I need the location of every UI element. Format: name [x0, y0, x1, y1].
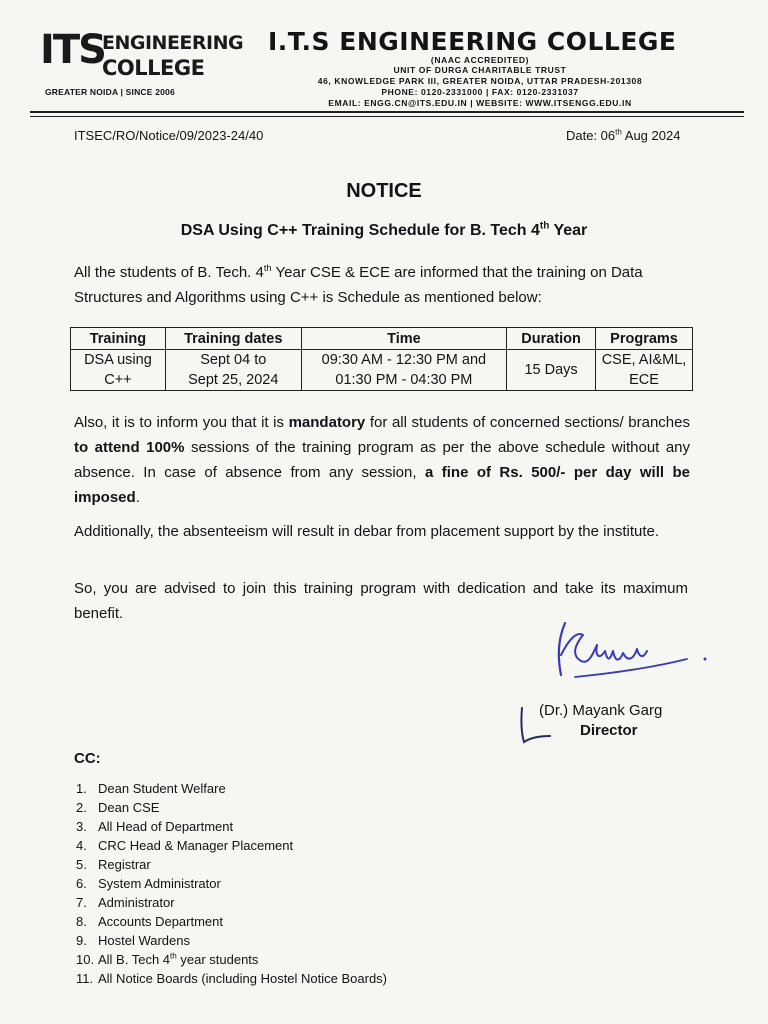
list-item: [76, 855, 387, 874]
schedule-table: [70, 327, 693, 391]
cc-item-text: Accounts Department: [98, 914, 224, 929]
notice-heading: NOTICE: [346, 180, 422, 202]
cc-item-text: Dean CSE: [98, 800, 160, 815]
intro-prefix: All the students of B. Tech. 4: [74, 264, 264, 281]
cc-item-text: Dean Student Welfare: [98, 781, 226, 796]
email-website-line: EMAIL: ENGG.CN@ITS.EDU.IN | WEBSITE: WWW.ITSENGG.EDU.IN: [328, 98, 632, 108]
cc-item-number: 5.: [76, 857, 87, 872]
p1-text-a: Also, it is to inform you that it is: [74, 414, 289, 431]
list-item: [76, 874, 387, 893]
reference-number: ITSEC/RO/Notice/09/2023-24/40: [74, 128, 264, 143]
cc-item-text: Hostel Wardens: [98, 933, 190, 948]
notice-date: [566, 128, 680, 143]
trust-line: UNIT OF DURGA CHARITABLE TRUST: [393, 65, 567, 75]
cc-item-number: 9.: [76, 933, 87, 948]
placement-debar-paragraph: Additionally, the absenteeism will result in debar from placement support by the institute.: [74, 523, 660, 540]
p1-attend-100: to attend 100%: [74, 439, 185, 456]
cc-item-number: 8.: [76, 914, 87, 929]
list-item: [76, 912, 387, 931]
programs-line2: ECE: [629, 372, 659, 388]
advice-paragraph: So, you are advised to join this training program with dedication and take its maximum benefit.: [74, 580, 688, 622]
list-item: [76, 836, 387, 855]
training-line2: C++: [104, 372, 132, 388]
training-line1: DSA using: [84, 352, 152, 368]
cc-item-text: Administrator: [98, 895, 175, 910]
p1-text-e: sessions of the training program as per the above schedule without any absence. In case of absence from any session,: [74, 439, 691, 481]
intro-paragraph: [74, 260, 696, 310]
accreditation-line: (NAAC ACCREDITED): [430, 55, 530, 65]
list-item: [76, 779, 387, 798]
header-divider-thin: [30, 116, 744, 117]
header-training: Training: [71, 328, 166, 350]
p1-text-c: for all students of concerned sections/ branches: [365, 414, 690, 431]
cc-item-number: 11.: [76, 971, 94, 986]
table-header-row: [71, 328, 693, 350]
p1-fine: a fine of Rs. 500/- per day will be imposed: [74, 464, 690, 506]
address-line: 46, KNOWLEDGE PARK III, GREATER NOIDA, UTTAR PRADESH-201308: [317, 76, 643, 86]
header-duration: Duration: [507, 328, 596, 350]
logo-its-mark: ITS: [40, 27, 105, 73]
header-programs: Programs: [596, 328, 693, 350]
cc-item-sup: th: [170, 951, 177, 961]
list-item: [76, 969, 387, 988]
list-item: [76, 931, 387, 950]
cc-item-text: System Administrator: [98, 876, 221, 891]
date-sup: th: [615, 127, 622, 137]
phone-fax-line: PHONE: 0120-2331000 | FAX: 0120-2331037: [381, 87, 579, 97]
cc-item-text: All Head of Department: [98, 819, 234, 834]
cc-item-number: 10.: [76, 952, 95, 967]
cc-item-text: All Notice Boards (including Hostel Notice Boards): [98, 971, 388, 986]
cell-programs: [596, 350, 693, 391]
cell-training-dates: [165, 350, 301, 391]
college-title: I.T.S ENGINEERING COLLEGE: [268, 27, 677, 56]
list-item: [76, 817, 387, 836]
cell-duration: 15 Days: [507, 350, 596, 391]
cc-item-number: 7.: [76, 895, 87, 910]
logo-engineering-text: ENGINEERING: [102, 32, 244, 54]
subtitle-suffix: Year: [549, 222, 588, 239]
p1-mandatory: mandatory: [288, 414, 366, 431]
date-suffix: Aug 2024: [621, 128, 681, 143]
cc-list: [76, 779, 387, 988]
table-row: [71, 350, 693, 391]
cc-item-number: 3.: [76, 819, 87, 834]
dates-line2: Sept 25, 2024: [188, 372, 279, 388]
cc-item-number: 4.: [76, 838, 87, 853]
header-training-dates: Training dates: [165, 328, 301, 350]
intro-suffix: Year CSE & ECE are informed that the training on Data Structures and Algorithms using C++ is Schedule as mentioned below:: [74, 264, 643, 306]
cell-time: [301, 350, 507, 391]
logo-college-text: COLLEGE: [102, 56, 205, 80]
list-item: [76, 893, 387, 912]
cc-item-text: All B. Tech 4: [98, 952, 171, 967]
date-prefix: Date: 06: [566, 128, 616, 143]
subtitle-prefix: DSA Using C++ Training Schedule for B. Tech 4: [180, 222, 540, 239]
cc-heading: CC:: [74, 750, 101, 767]
mandatory-attendance-paragraph: [74, 410, 690, 510]
cell-training: [71, 350, 166, 391]
cc-item-number: 1.: [76, 781, 87, 796]
time-line2: 01:30 PM - 04:30 PM: [335, 372, 473, 388]
cc-item-text: CRC Head & Manager Placement: [98, 838, 294, 853]
programs-line1: CSE, AI&ML,: [601, 352, 687, 368]
list-item: [76, 798, 387, 817]
subtitle-sup: th: [539, 220, 550, 232]
header-divider: [30, 111, 744, 113]
logo-tagline: GREATER NOIDA | SINCE 2006: [45, 87, 175, 97]
signatory-title: Director: [580, 722, 638, 739]
director-signature: [545, 615, 710, 685]
intro-sup: th: [263, 263, 272, 273]
signatory-name: (Dr.) Mayank Garg: [539, 702, 663, 719]
p1-period: .: [135, 489, 140, 506]
cc-item-text-suffix: year students: [176, 952, 259, 967]
cc-item-text: Registrar: [98, 857, 151, 872]
notice-subtitle: [0, 222, 768, 240]
cc-item-number: 6.: [76, 876, 87, 891]
header-time: Time: [301, 328, 507, 350]
college-logo: [40, 27, 244, 100]
list-item: [76, 950, 387, 969]
time-line1: 09:30 AM - 12:30 PM and: [321, 352, 487, 368]
dates-line1: Sept 04 to: [200, 352, 267, 368]
cc-item-number: 2.: [76, 800, 87, 815]
